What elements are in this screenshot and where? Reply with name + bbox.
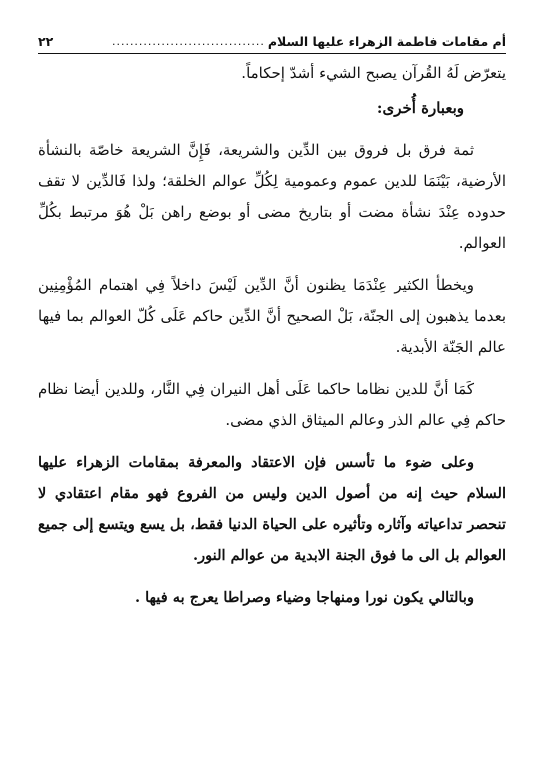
subheading: وبعبارة أُخرى: (376, 99, 464, 117)
paragraph-zahra-stations: وعلى ضوء ما تأسس فإن الاعتقاد والمعرفة بمقامات الزهراء عليها السلام حيث إنه من أصول الدين وليس من الفروع فهو مقام اعتقادي لا تنحصر تداعياته وآثاره وتأثيره على الحياة الدنيا فقط، بل يسع ويتسع إلى جميع العوالم بل الى ما فوق الجنة الابدية من عوالم النور. (38, 454, 506, 564)
paragraph-religion-in-hell: كَمَا أنَّ للدين نظاما حاكما عَلَى أهل النيران فِي النَّار، وللدين أيضا نظام حاكم فِي عالم الذر وعالم الميثاق الذي مضى. (38, 380, 506, 429)
header-rule (38, 53, 506, 54)
continued-line: يتعرّض لَهُ القُرآن يصبح الشيء أشدّ إحكاماً. (241, 64, 506, 82)
running-header (38, 30, 506, 52)
header-title: أم مقامات فاطمة الزهراء عليها السلام (267, 33, 506, 49)
paragraph-religion-in-paradise: ويخطأ الكثير عِنْدَمَا يظنون أنَّ الدِّين لَيْسَ داخلاً فِي اهتمام المُؤْمِنِين بعدما يذهبون إلى الجنّة، بَلْ الصحيح أنَّ الدِّين حاكم عَلَى كُلّ العوالم بما فيها عالم الجَنّة الأبدية. (38, 276, 506, 356)
paragraph-religion-vs-sharia: ثمة فرق بل فروق بين الدِّين والشريعة، فَإِنَّ الشريعة خاصّة بالنشأة الأرضية، بَيْنَمَا للدين عموم وعمومية لِكُلِّ عوالم الخلقة؛ ولذا فَالدِّين لا تقف حدوده عِنْدَ نشأة مضت أو بتاريخ مضى أو بوضع راهن بَلْ هُوَ مرتبط بكُلِّ العوالم. (38, 141, 507, 252)
header-leader-dots: .................................. (111, 34, 265, 48)
page-number: ٢٢ (38, 33, 54, 49)
page-body (38, 58, 506, 613)
paragraph-conclusion: وبالتالي يكون نورا ومنهاجا وضياء وصراطا يعرج به فيها . (134, 589, 474, 606)
